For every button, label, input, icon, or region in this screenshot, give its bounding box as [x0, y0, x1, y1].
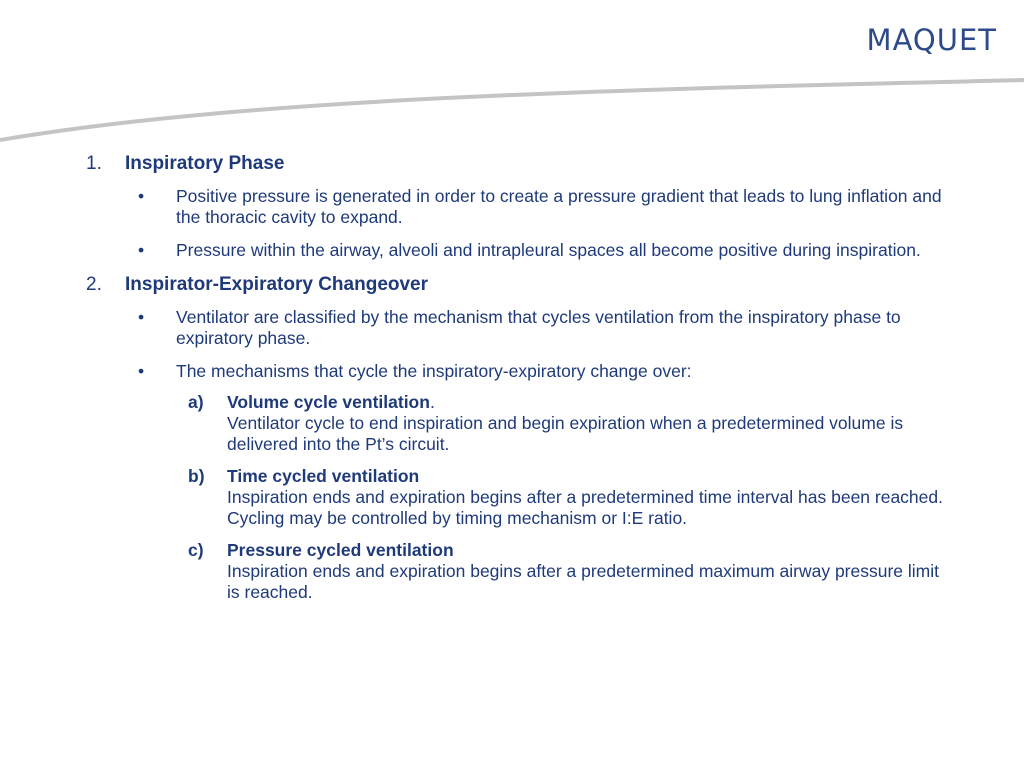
section-title: Inspiratory Phase: [125, 153, 285, 174]
section-changeover: [86, 273, 946, 296]
bullet-icon: •: [138, 186, 145, 206]
mechanism-item: [188, 466, 946, 529]
bullet-list: [136, 307, 946, 382]
mechanism-marker: c): [188, 540, 204, 560]
list-item: [136, 307, 946, 349]
section-title: Inspirator-Expiratory Changeover: [125, 274, 429, 295]
header-swoosh-line: [0, 70, 1024, 150]
mechanism-title: Pressure cycled ventilation: [227, 540, 454, 560]
bullet-text: Ventilator are classified by the mechanism that cycles ventilation from the inspiratory phase to expiratory phase.: [176, 307, 901, 348]
section-number: 2.: [86, 274, 102, 295]
mechanism-item: [188, 540, 946, 603]
mechanism-marker: a): [188, 392, 204, 412]
slide-content: [86, 152, 946, 614]
bullet-list: [136, 186, 946, 261]
mechanism-title: Volume cycle ventilation: [227, 392, 430, 412]
mechanism-item: [188, 392, 946, 455]
bullet-icon: •: [138, 240, 145, 260]
mechanism-description: Inspiration ends and expiration begins after a predetermined maximum airway pressure limit is reached.: [227, 561, 940, 602]
section-inspiratory-phase: [86, 152, 946, 175]
mechanism-description: Inspiration ends and expiration begins after a predetermined time interval has been reached. Cycling may be controlled by timing mechanism or I:E ratio.: [227, 487, 943, 528]
mechanism-title: Time cycled ventilation: [227, 466, 420, 486]
bullet-text: Pressure within the airway, alveoli and intrapleural spaces all become positive during inspiration.: [176, 240, 921, 260]
list-item: [136, 361, 946, 382]
section-number: 1.: [86, 153, 102, 174]
mechanism-marker: b): [188, 466, 205, 486]
mechanism-description: Ventilator cycle to end inspiration and begin expiration when a predetermined volume is delivered into the Pt’s circuit.: [227, 413, 904, 454]
list-item: [136, 186, 946, 228]
bullet-icon: •: [138, 361, 145, 381]
bullet-text: The mechanisms that cycle the inspiratory-expiratory change over:: [176, 361, 692, 381]
mechanism-title-suffix: .: [429, 392, 435, 412]
bullet-icon: •: [138, 307, 145, 327]
bullet-text: Positive pressure is generated in order to create a pressure gradient that leads to lung inflation and the thoracic cavity to expand.: [176, 186, 942, 227]
maquet-logo: MAQUET: [866, 23, 997, 57]
list-item: [136, 240, 946, 261]
mechanism-list: [188, 392, 946, 603]
